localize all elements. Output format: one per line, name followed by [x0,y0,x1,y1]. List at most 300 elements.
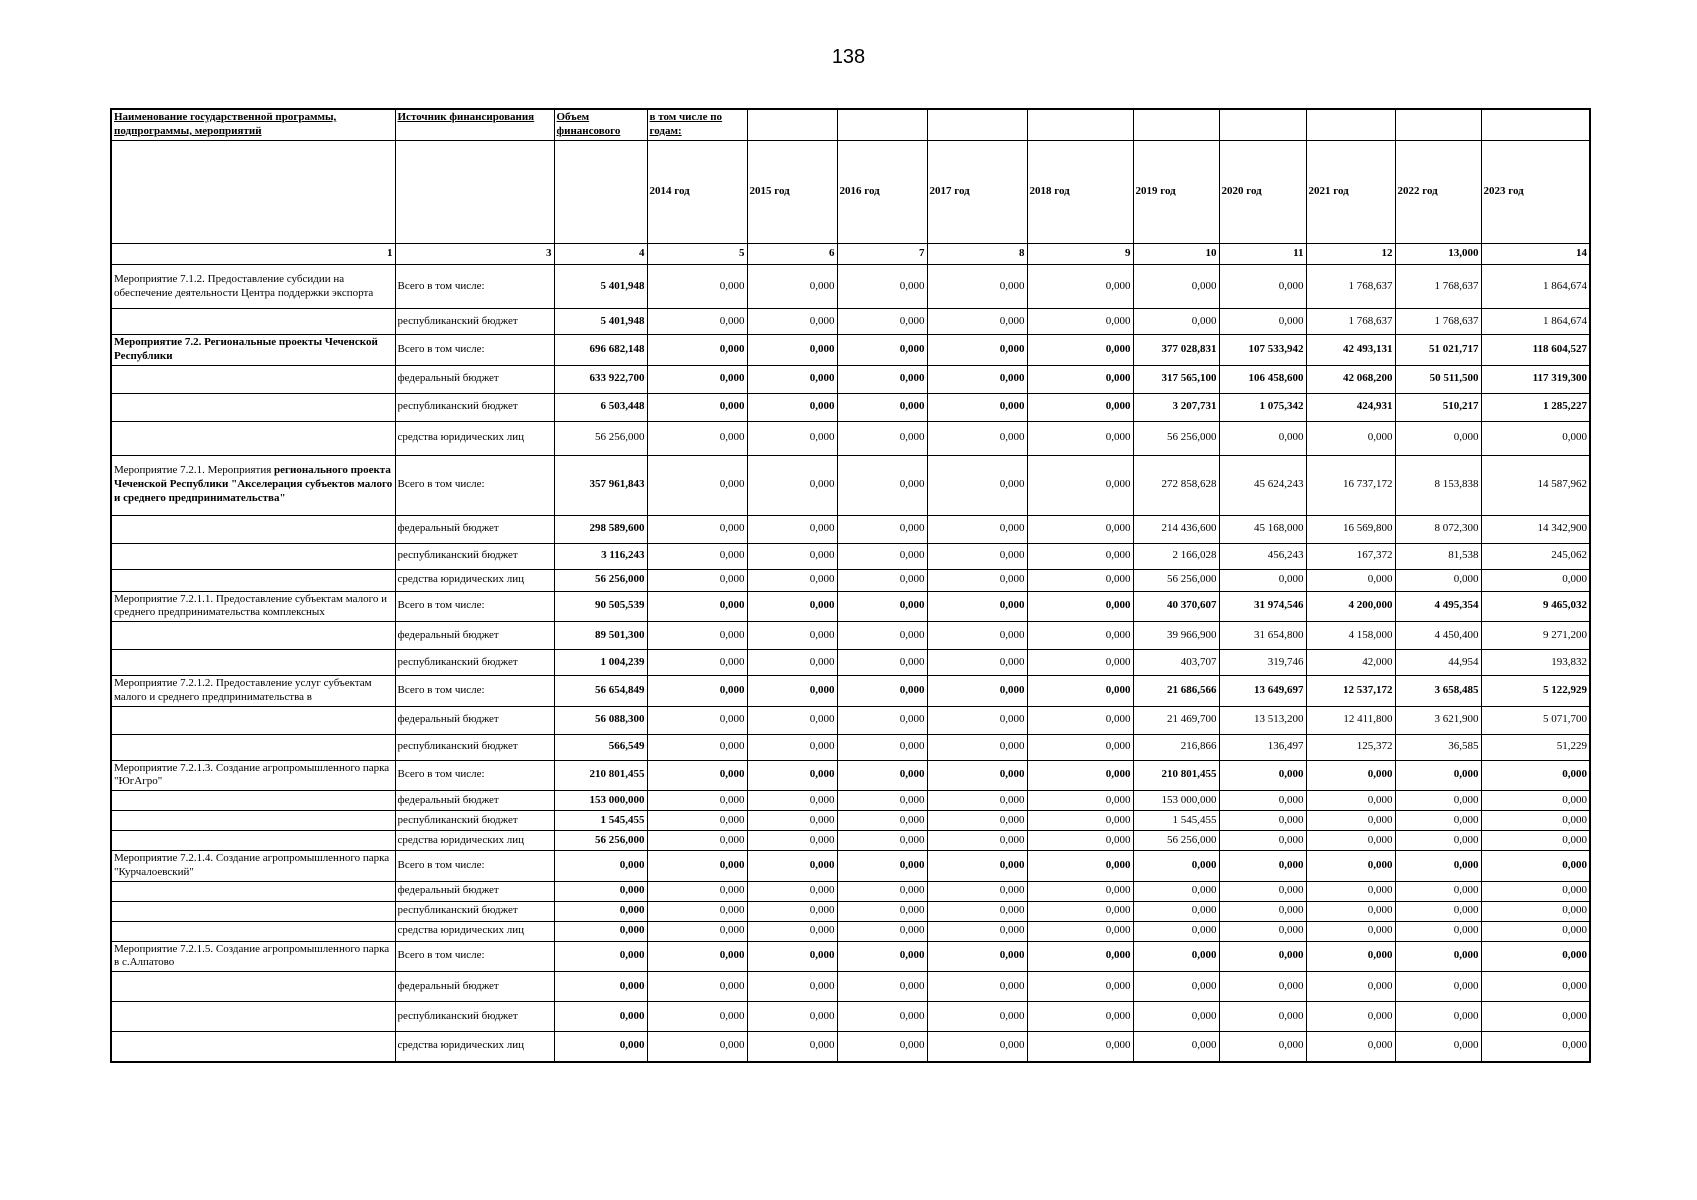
year-value: 0,000 [1027,622,1133,650]
year-value: 0,000 [1027,791,1133,811]
year-value: 317 565,100 [1133,365,1219,393]
year-value: 0,000 [747,881,837,901]
year-value: 0,000 [1027,972,1133,1002]
year-value: 0,000 [1395,972,1481,1002]
year-value: 0,000 [927,881,1027,901]
year-value: 403,707 [1133,650,1219,676]
year-value: 0,000 [647,901,747,921]
header-years: в том числе по годам: [647,109,747,141]
year-value: 0,000 [747,734,837,760]
year-value: 0,000 [837,622,927,650]
year-value: 0,000 [837,591,927,622]
year-value: 39 966,900 [1133,622,1219,650]
year-value: 0,000 [647,622,747,650]
year-value: 36,585 [1395,734,1481,760]
table-row [111,851,1590,882]
funding-source: республиканский бюджет [395,393,554,421]
year-value: 0,000 [1027,335,1133,366]
year-value: 0,000 [1219,1002,1306,1032]
year-value: 0,000 [1133,309,1219,335]
funding-source: средства юридических лиц [395,921,554,941]
funding-source: республиканский бюджет [395,811,554,831]
measure-name [111,393,395,421]
table-row [111,791,1590,811]
column-number: 14 [1481,244,1590,265]
year-header: 2023 год [1481,141,1590,244]
year-value: 0,000 [647,309,747,335]
year-value: 0,000 [1395,569,1481,591]
funding-source: федеральный бюджет [395,622,554,650]
year-value: 31 654,800 [1219,622,1306,650]
year-value: 0,000 [1481,901,1590,921]
year-value: 0,000 [1219,791,1306,811]
year-value: 0,000 [837,881,927,901]
year-value: 0,000 [837,791,927,811]
measure-name [111,543,395,569]
year-value: 0,000 [1219,972,1306,1002]
year-value: 0,000 [927,309,1027,335]
year-value: 0,000 [1219,760,1306,791]
funding-source: федеральный бюджет [395,706,554,734]
year-value: 0,000 [647,941,747,972]
year-value: 0,000 [1027,851,1133,882]
year-value: 81,538 [1395,543,1481,569]
year-value: 45 168,000 [1219,515,1306,543]
year-value: 0,000 [927,972,1027,1002]
year-value: 0,000 [837,811,927,831]
year-value: 0,000 [927,569,1027,591]
year-value: 0,000 [1481,569,1590,591]
year-value: 0,000 [647,921,747,941]
year-value: 0,000 [837,941,927,972]
year-value: 272 858,628 [1133,455,1219,515]
total-volume: 56 088,300 [554,706,647,734]
year-value: 44,954 [1395,650,1481,676]
year-value: 3 621,900 [1395,706,1481,734]
year-value: 0,000 [1481,1002,1590,1032]
year-value: 0,000 [1133,1002,1219,1032]
column-number: 7 [837,244,927,265]
year-value: 0,000 [837,1002,927,1032]
year-value: 0,000 [747,335,837,366]
year-value: 12 411,800 [1306,706,1395,734]
year-value: 0,000 [927,421,1027,455]
measure-name: Мероприятие 7.1.2. Предоставление субсидии на обеспечение деятельности Центра поддержки экспорта [111,265,395,309]
year-value: 0,000 [747,831,837,851]
header-volume: Объем финансового [554,109,647,141]
year-value: 0,000 [1306,851,1395,882]
funding-source: Всего в том числе: [395,941,554,972]
year-value: 0,000 [927,901,1027,921]
year-value: 0,000 [837,569,927,591]
funding-source: федеральный бюджет [395,515,554,543]
year-value: 1 864,674 [1481,309,1590,335]
measure-name [111,831,395,851]
year-value: 9 271,200 [1481,622,1590,650]
year-value: 4 158,000 [1306,622,1395,650]
year-value: 4 495,354 [1395,591,1481,622]
measure-name: Мероприятие 7.2.1.5. Создание агропромышленного парка в с.Алпатово [111,941,395,972]
year-value: 8 153,838 [1395,455,1481,515]
column-number: 9 [1027,244,1133,265]
year-value: 0,000 [747,1032,837,1062]
year-header: 2020 год [1219,141,1306,244]
total-volume: 0,000 [554,972,647,1002]
year-value: 1 768,637 [1306,309,1395,335]
year-value: 3 658,485 [1395,676,1481,707]
measure-name: Мероприятие 7.2.1.1. Предоставление субъектам малого и среднего предпринимательства комплексных [111,591,395,622]
total-volume: 6 503,448 [554,393,647,421]
year-value: 0,000 [1306,921,1395,941]
year-value: 0,000 [927,265,1027,309]
total-volume: 0,000 [554,941,647,972]
year-header: 2019 год [1133,141,1219,244]
year-header: 2022 год [1395,141,1481,244]
table-row [111,591,1590,622]
year-value: 0,000 [1027,650,1133,676]
column-number: 11 [1219,244,1306,265]
year-value: 0,000 [837,365,927,393]
year-value: 0,000 [1133,901,1219,921]
year-value: 0,000 [927,1032,1027,1062]
year-value: 0,000 [1219,881,1306,901]
column-number-row [111,244,1590,265]
total-volume: 1 004,239 [554,650,647,676]
year-value: 0,000 [837,901,927,921]
year-value: 21 469,700 [1133,706,1219,734]
year-value: 0,000 [647,265,747,309]
table-row [111,569,1590,591]
table-row [111,335,1590,366]
year-value: 0,000 [1306,760,1395,791]
year-value: 45 624,243 [1219,455,1306,515]
year-value: 0,000 [1306,421,1395,455]
measure-name-prefix: Мероприятие 7.2.1. Мероприятия [114,464,275,477]
measure-name: Мероприятие 7.2.1.2. Предоставление услуг субъектам малого и среднего предпринимательства в [111,676,395,707]
funding-source: республиканский бюджет [395,650,554,676]
year-value: 0,000 [1481,811,1590,831]
year-value: 0,000 [1219,1032,1306,1062]
total-volume: 0,000 [554,1032,647,1062]
page-number: 138 [831,46,866,68]
funding-source: Всего в том числе: [395,676,554,707]
year-value: 0,000 [647,1002,747,1032]
funding-source: республиканский бюджет [395,309,554,335]
year-value: 0,000 [1306,791,1395,811]
table-row [111,365,1590,393]
table-row [111,515,1590,543]
column-number: 5 [647,244,747,265]
year-value: 0,000 [837,515,927,543]
header-source: Источник финансирования [395,109,554,141]
table-row [111,265,1590,309]
year-value: 0,000 [1027,706,1133,734]
header-row [111,109,1590,141]
year-value: 0,000 [1027,881,1133,901]
total-volume: 56 256,000 [554,569,647,591]
year-value: 0,000 [1306,881,1395,901]
year-value: 0,000 [747,791,837,811]
year-value: 0,000 [647,791,747,811]
year-value: 0,000 [837,921,927,941]
measure-name [111,455,395,515]
year-value: 0,000 [647,972,747,1002]
year-value: 0,000 [747,851,837,882]
year-value: 2 166,028 [1133,543,1219,569]
measure-name [111,734,395,760]
funding-source: Всего в том числе: [395,335,554,366]
year-value: 14 587,962 [1481,455,1590,515]
year-value: 0,000 [1219,941,1306,972]
year-value: 0,000 [1219,569,1306,591]
year-value: 0,000 [927,811,1027,831]
year-value: 0,000 [647,569,747,591]
year-value: 0,000 [747,622,837,650]
year-value: 0,000 [1395,941,1481,972]
year-value: 0,000 [927,622,1027,650]
table-row [111,676,1590,707]
year-value: 3 207,731 [1133,393,1219,421]
year-value: 0,000 [927,831,1027,851]
year-value: 0,000 [647,591,747,622]
year-value: 0,000 [837,421,927,455]
year-value: 0,000 [1481,921,1590,941]
column-number: 10 [1133,244,1219,265]
funding-source: средства юридических лиц [395,1032,554,1062]
measure-name [111,309,395,335]
year-value: 13 649,697 [1219,676,1306,707]
total-volume: 633 922,700 [554,365,647,393]
year-value: 0,000 [837,851,927,882]
year-value: 42 068,200 [1306,365,1395,393]
column-number: 6 [747,244,837,265]
funding-source: средства юридических лиц [395,569,554,591]
total-volume: 0,000 [554,881,647,901]
year-value: 0,000 [1219,421,1306,455]
year-value: 0,000 [837,455,927,515]
year-value: 0,000 [1133,1032,1219,1062]
year-value: 0,000 [747,921,837,941]
year-value: 214 436,600 [1133,515,1219,543]
year-value: 0,000 [747,901,837,921]
year-value: 0,000 [1395,831,1481,851]
year-value: 0,000 [647,421,747,455]
year-value: 0,000 [837,706,927,734]
year-value: 0,000 [1481,1032,1590,1062]
year-value: 0,000 [927,760,1027,791]
year-value: 1 075,342 [1219,393,1306,421]
year-value: 153 000,000 [1133,791,1219,811]
year-value: 106 458,600 [1219,365,1306,393]
year-value: 0,000 [1027,569,1133,591]
table-row [111,1002,1590,1032]
year-value: 0,000 [647,811,747,831]
year-value: 1 545,455 [1133,811,1219,831]
year-value: 0,000 [747,591,837,622]
year-value: 0,000 [747,309,837,335]
table-row [111,706,1590,734]
funding-source: республиканский бюджет [395,543,554,569]
year-value: 0,000 [1306,1002,1395,1032]
year-value: 0,000 [747,265,837,309]
funding-source: Всего в том числе: [395,455,554,515]
year-header: 2016 год [837,141,927,244]
year-value: 0,000 [1027,941,1133,972]
year-value: 0,000 [837,972,927,1002]
year-value: 0,000 [837,1032,927,1062]
year-value: 5 071,700 [1481,706,1590,734]
year-value: 0,000 [1027,1002,1133,1032]
year-value: 0,000 [747,972,837,1002]
year-value: 0,000 [647,393,747,421]
year-value: 0,000 [1395,811,1481,831]
total-volume: 90 505,539 [554,591,647,622]
year-value: 0,000 [1481,760,1590,791]
year-value: 0,000 [1133,265,1219,309]
header-name: Наименование государственной программы, подпрограммы, мероприятий [111,109,395,141]
year-value: 0,000 [647,650,747,676]
table-row [111,455,1590,515]
year-value: 193,832 [1481,650,1590,676]
year-value: 0,000 [647,734,747,760]
year-value: 0,000 [1219,831,1306,851]
year-value: 21 686,566 [1133,676,1219,707]
year-value: 40 370,607 [1133,591,1219,622]
year-value: 0,000 [1395,901,1481,921]
year-value: 1 285,227 [1481,393,1590,421]
year-value: 4 200,000 [1306,591,1395,622]
year-value: 0,000 [747,650,837,676]
year-value: 4 450,400 [1395,622,1481,650]
year-value: 0,000 [647,851,747,882]
year-value: 0,000 [837,543,927,569]
total-volume: 0,000 [554,851,647,882]
year-value: 0,000 [747,706,837,734]
table-row [111,921,1590,941]
column-number: 3 [395,244,554,265]
funding-source: Всего в том числе: [395,851,554,882]
year-value: 0,000 [1219,921,1306,941]
year-value: 0,000 [647,831,747,851]
year-value: 0,000 [747,421,837,455]
year-value: 0,000 [927,591,1027,622]
total-volume: 56 256,000 [554,831,647,851]
year-value: 0,000 [1027,543,1133,569]
year-value: 0,000 [647,335,747,366]
total-volume: 56 654,849 [554,676,647,707]
year-value: 0,000 [647,881,747,901]
year-value: 0,000 [747,760,837,791]
year-value: 0,000 [1395,421,1481,455]
year-value: 16 737,172 [1306,455,1395,515]
measure-name [111,1002,395,1032]
table-row [111,760,1590,791]
year-value: 9 465,032 [1481,591,1590,622]
year-value: 0,000 [1219,851,1306,882]
year-value: 167,372 [1306,543,1395,569]
column-number: 13,000 [1395,244,1481,265]
year-value: 0,000 [927,941,1027,972]
year-value: 0,000 [1219,811,1306,831]
year-value: 0,000 [747,455,837,515]
year-value: 0,000 [927,734,1027,760]
measure-name [111,650,395,676]
financing-table [110,108,1591,1063]
year-value: 0,000 [647,760,747,791]
year-value: 0,000 [837,393,927,421]
year-header: 2021 год [1306,141,1395,244]
year-value: 0,000 [1306,811,1395,831]
total-volume: 357 961,843 [554,455,647,515]
measure-name [111,622,395,650]
year-value: 210 801,455 [1133,760,1219,791]
total-volume: 5 401,948 [554,309,647,335]
year-value: 0,000 [1027,421,1133,455]
year-value: 0,000 [837,650,927,676]
year-value: 0,000 [747,543,837,569]
funding-source: республиканский бюджет [395,1002,554,1032]
year-value: 0,000 [647,365,747,393]
year-value: 0,000 [647,676,747,707]
year-value: 0,000 [927,676,1027,707]
funding-source: республиканский бюджет [395,734,554,760]
total-volume: 3 116,243 [554,543,647,569]
year-value: 0,000 [927,455,1027,515]
year-value: 0,000 [837,676,927,707]
year-value: 0,000 [647,1032,747,1062]
year-value: 0,000 [1306,1032,1395,1062]
year-value: 0,000 [1395,760,1481,791]
year-value: 377 028,831 [1133,335,1219,366]
year-value: 216,866 [1133,734,1219,760]
funding-source: средства юридических лиц [395,831,554,851]
year-value: 0,000 [647,543,747,569]
year-value: 319,746 [1219,650,1306,676]
year-value: 0,000 [837,734,927,760]
measure-name [111,515,395,543]
year-header-row [111,141,1590,244]
year-value: 0,000 [927,921,1027,941]
year-value: 50 511,500 [1395,365,1481,393]
year-value: 0,000 [747,365,837,393]
year-value: 0,000 [1027,365,1133,393]
year-value: 0,000 [1395,921,1481,941]
year-value: 0,000 [1027,760,1133,791]
year-value: 1 864,674 [1481,265,1590,309]
total-volume: 298 589,600 [554,515,647,543]
year-value: 0,000 [647,706,747,734]
total-volume: 0,000 [554,1002,647,1032]
year-value: 0,000 [1133,972,1219,1002]
year-value: 0,000 [1481,941,1590,972]
table-row [111,831,1590,851]
table-row [111,881,1590,901]
year-value: 0,000 [1133,921,1219,941]
year-value: 0,000 [927,706,1027,734]
year-value: 510,217 [1395,393,1481,421]
table-row [111,1032,1590,1062]
year-value: 0,000 [1027,455,1133,515]
total-volume: 89 501,300 [554,622,647,650]
year-value: 0,000 [647,515,747,543]
year-value: 0,000 [927,851,1027,882]
year-value: 0,000 [927,335,1027,366]
year-value: 0,000 [747,676,837,707]
year-header: 2014 год [647,141,747,244]
table-row [111,650,1590,676]
measure-name [111,921,395,941]
year-value: 51,229 [1481,734,1590,760]
